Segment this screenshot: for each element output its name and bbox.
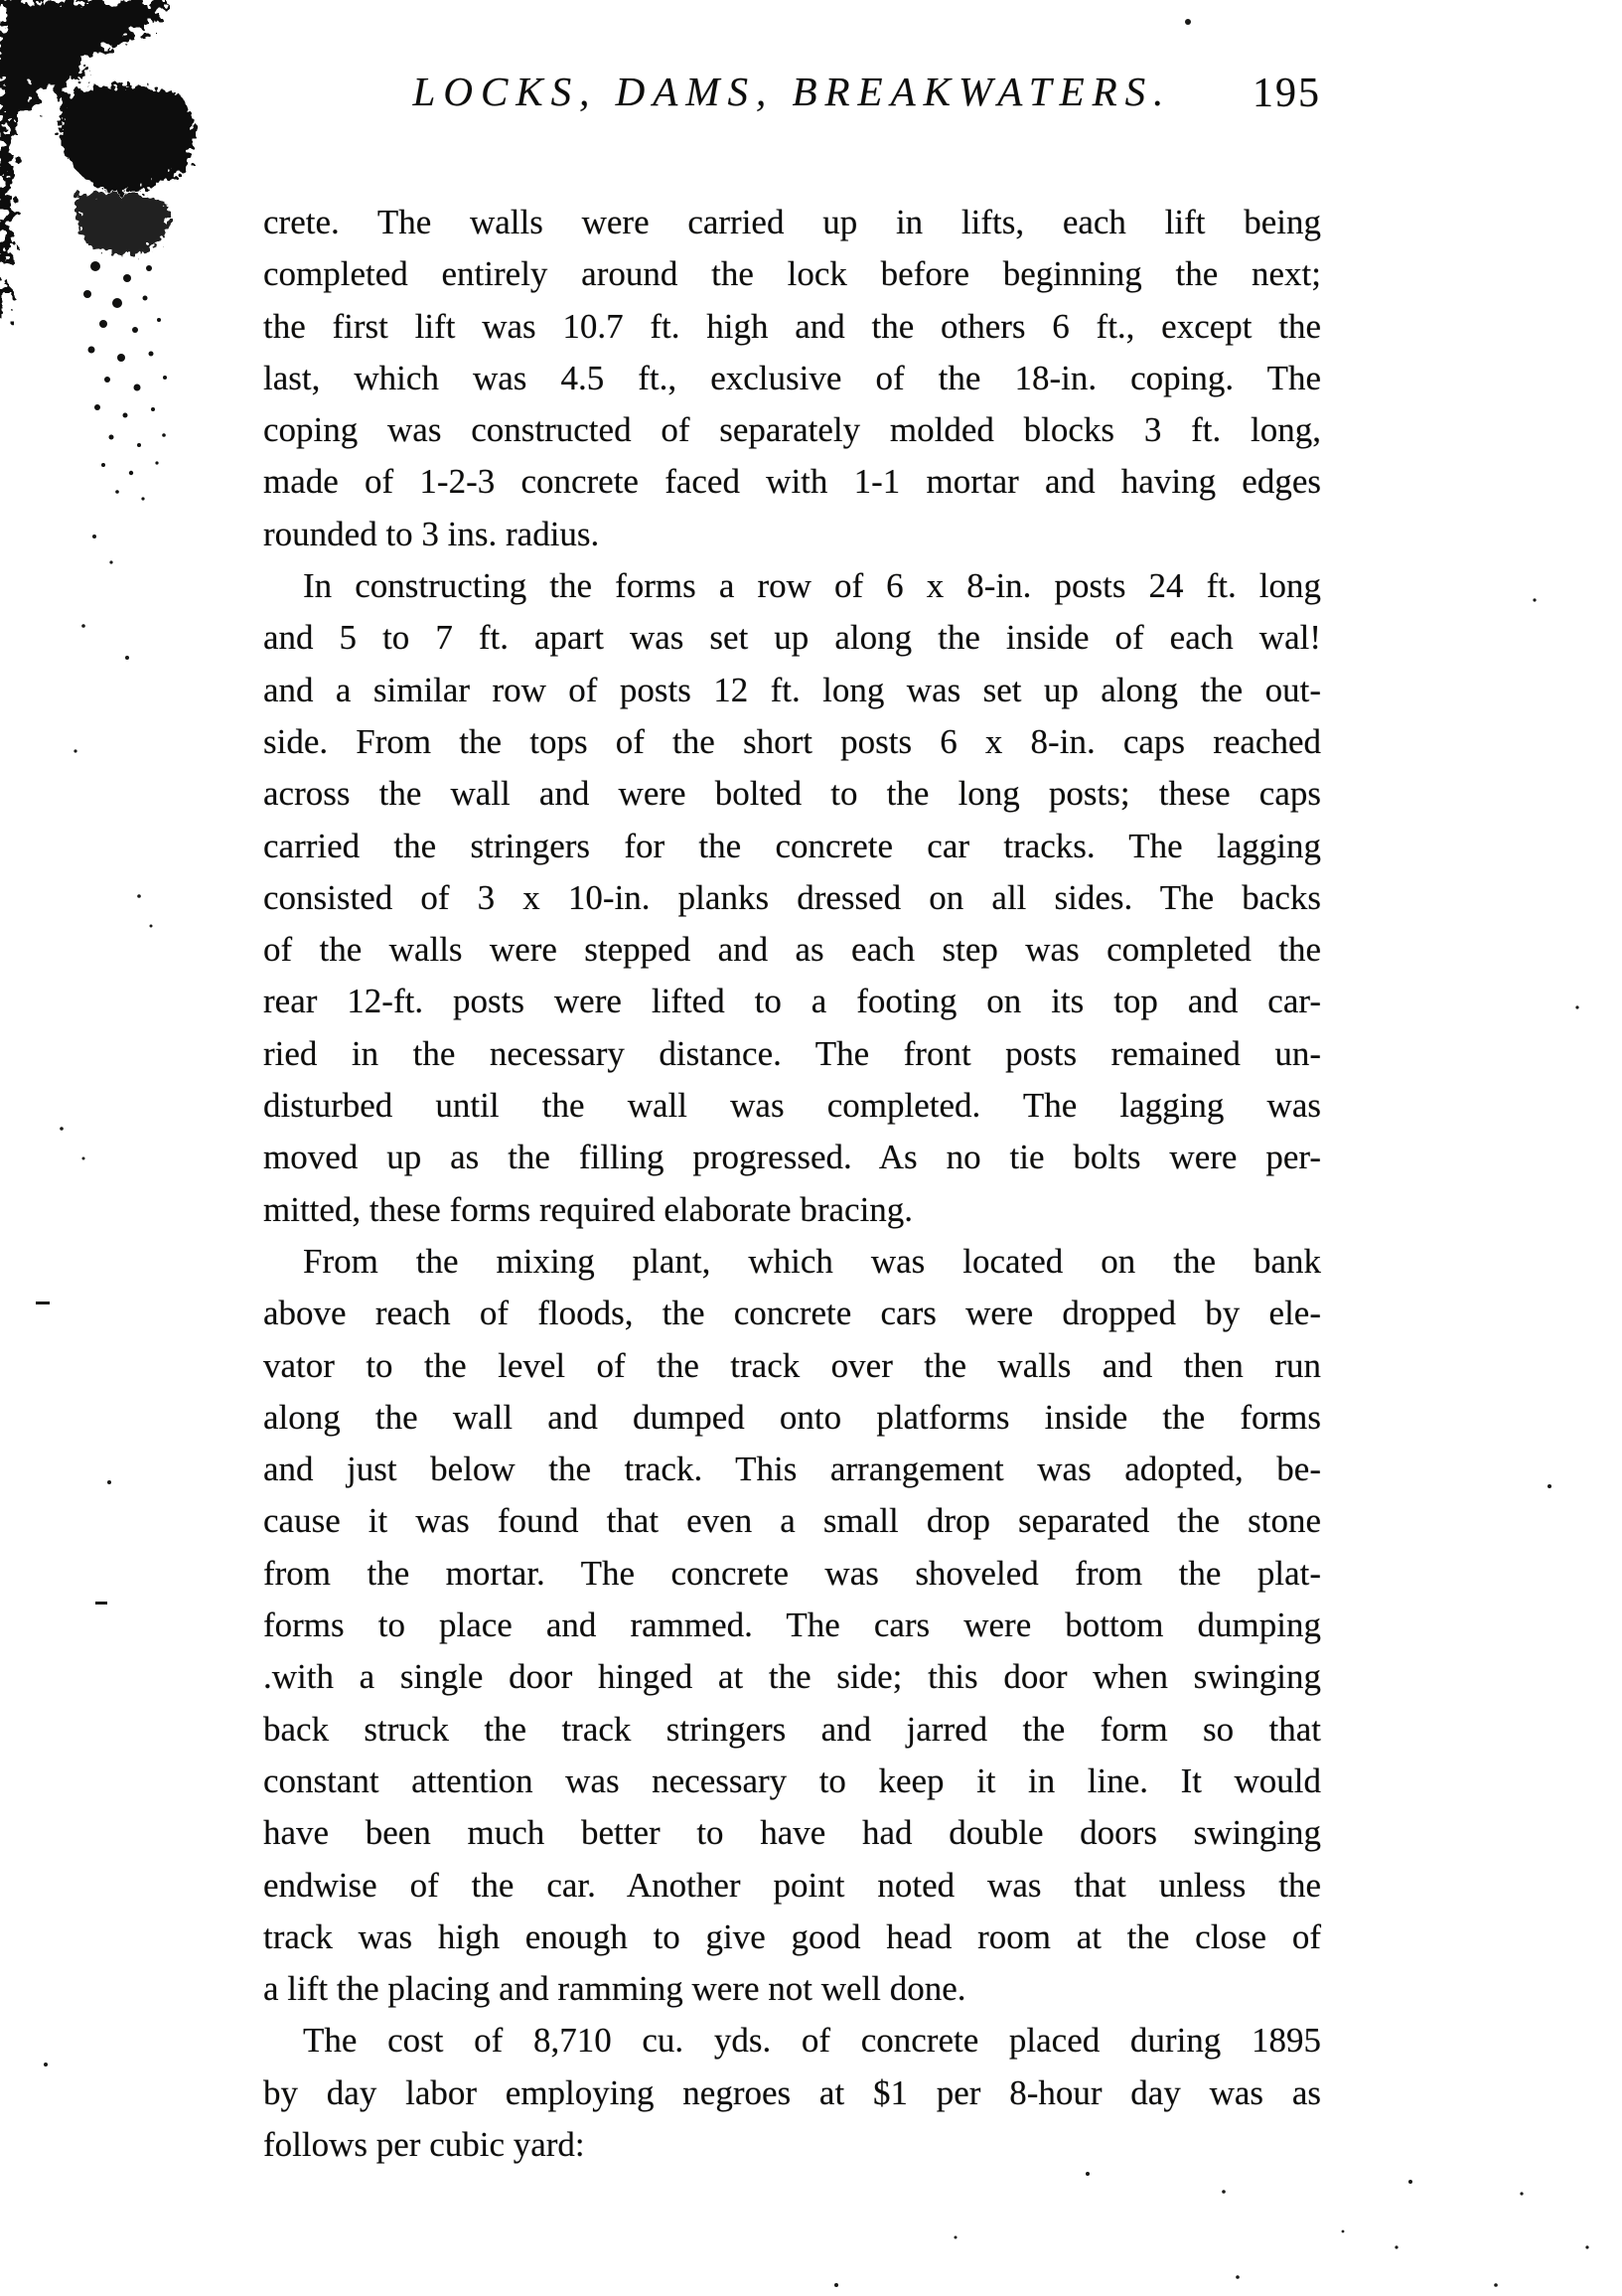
paragraph [263, 2015, 1321, 2171]
text-line: forms to place and rammed. The cars were bottom dumping [263, 1606, 1321, 1645]
text-line: crete. The walls were carried up in lifts, each lift being [263, 203, 1321, 241]
ink-blob-lower [60, 85, 195, 254]
paragraph [263, 560, 1321, 1236]
text-line: follows per cubic yard: [263, 2124, 585, 2164]
text-line: track was high enough to give good head room at the close of [263, 1916, 1321, 1956]
text-line: and just below the track. This arrangement was adopted, be- [263, 1450, 1321, 1489]
text-line: side. From the tops of the short posts 6 x 8-in. caps reached [263, 721, 1321, 761]
text-line: the first lift was 10.7 ft. high and the others 6 ft., except the [263, 306, 1321, 346]
text-line: carried the stringers for the concrete car tracks. The lagging [263, 826, 1321, 865]
running-head-title: LOCKS, DAMS, BREAKWATERS. [412, 69, 1172, 114]
text-line: back struck the track stringers and jarred the form so that [263, 1709, 1321, 1749]
text-line: vator to the level of the track over the walls and then run [263, 1345, 1321, 1385]
text-line: .with a single door hinged at the side; this door when swinging [263, 1657, 1321, 1697]
text-line: above reach of floods, the concrete cars were dropped by ele- [263, 1294, 1321, 1333]
text-line: constant attention was necessary to keep it in line. It would [263, 1760, 1321, 1800]
text-line: ried in the necessary distance. The front posts remained un- [263, 1033, 1321, 1073]
text-line: from the mortar. The concrete was shoveled from the plat- [263, 1553, 1321, 1593]
text-line: consisted of 3 x 10-in. planks dressed on all sides. The backs [263, 877, 1321, 917]
text-line: endwise of the car. Another point noted was that unless the [263, 1865, 1321, 1905]
text-line: rear 12-ft. posts were lifted to a footing on its top and car- [263, 982, 1321, 1021]
text-line: and 5 to 7 ft. apart was set up along the inside of each wal! [263, 618, 1321, 658]
text-line: made of 1-2-3 concrete faced with 1-1 mortar and having edges [263, 462, 1321, 502]
text-line: moved up as the filling progressed. As no tie bolts were per- [263, 1138, 1321, 1177]
ink-blob-corner [0, 0, 169, 318]
text-line: rounded to 3 ins. radius. [263, 514, 600, 553]
paragraph [263, 1236, 1321, 2015]
paragraph [263, 197, 1321, 560]
text-line: From the mixing plant, which was located on the bank [303, 1241, 1321, 1281]
text-line: In constructing the forms a row of 6 x 8-in. posts 24 ft. long [303, 566, 1321, 606]
text-line: mitted, these forms required elaborate bracing. [263, 1189, 914, 1229]
running-head [263, 68, 1321, 127]
text-line: disturbed until the wall was completed. The lagging was [263, 1086, 1321, 1126]
body-text [263, 197, 1321, 2171]
page-number: 195 [1253, 71, 1321, 116]
text-line: have been much better to have had double doors swinging [263, 1813, 1321, 1853]
text-line: completed entirely around the lock before beginning the next; [263, 254, 1321, 294]
text-line: a lift the placing and ramming were not well done. [263, 1969, 966, 2009]
text-line: last, which was 4.5 ft., exclusive of the 18-in. coping. The [263, 358, 1321, 397]
ink-speckle-tail [83, 261, 167, 501]
text-line: by day labor employing negroes at $1 per 8-hour day was as [263, 2072, 1321, 2112]
text-line: of the walls were stepped and as each step was completed the [263, 930, 1321, 970]
text-line: along the wall and dumped onto platforms inside the forms [263, 1397, 1321, 1437]
text-line: and a similar row of posts 12 ft. long was set up along the out- [263, 670, 1321, 709]
text-line: across the wall and were bolted to the long posts; these caps [263, 774, 1321, 814]
text-line: coping was constructed of separately molded blocks 3 ft. long, [263, 410, 1321, 450]
text-line: cause it was found that even a small drop separated the stone [263, 1501, 1321, 1541]
text-line: The cost of 8,710 cu. yds. of concrete placed during 1895 [303, 2021, 1321, 2061]
